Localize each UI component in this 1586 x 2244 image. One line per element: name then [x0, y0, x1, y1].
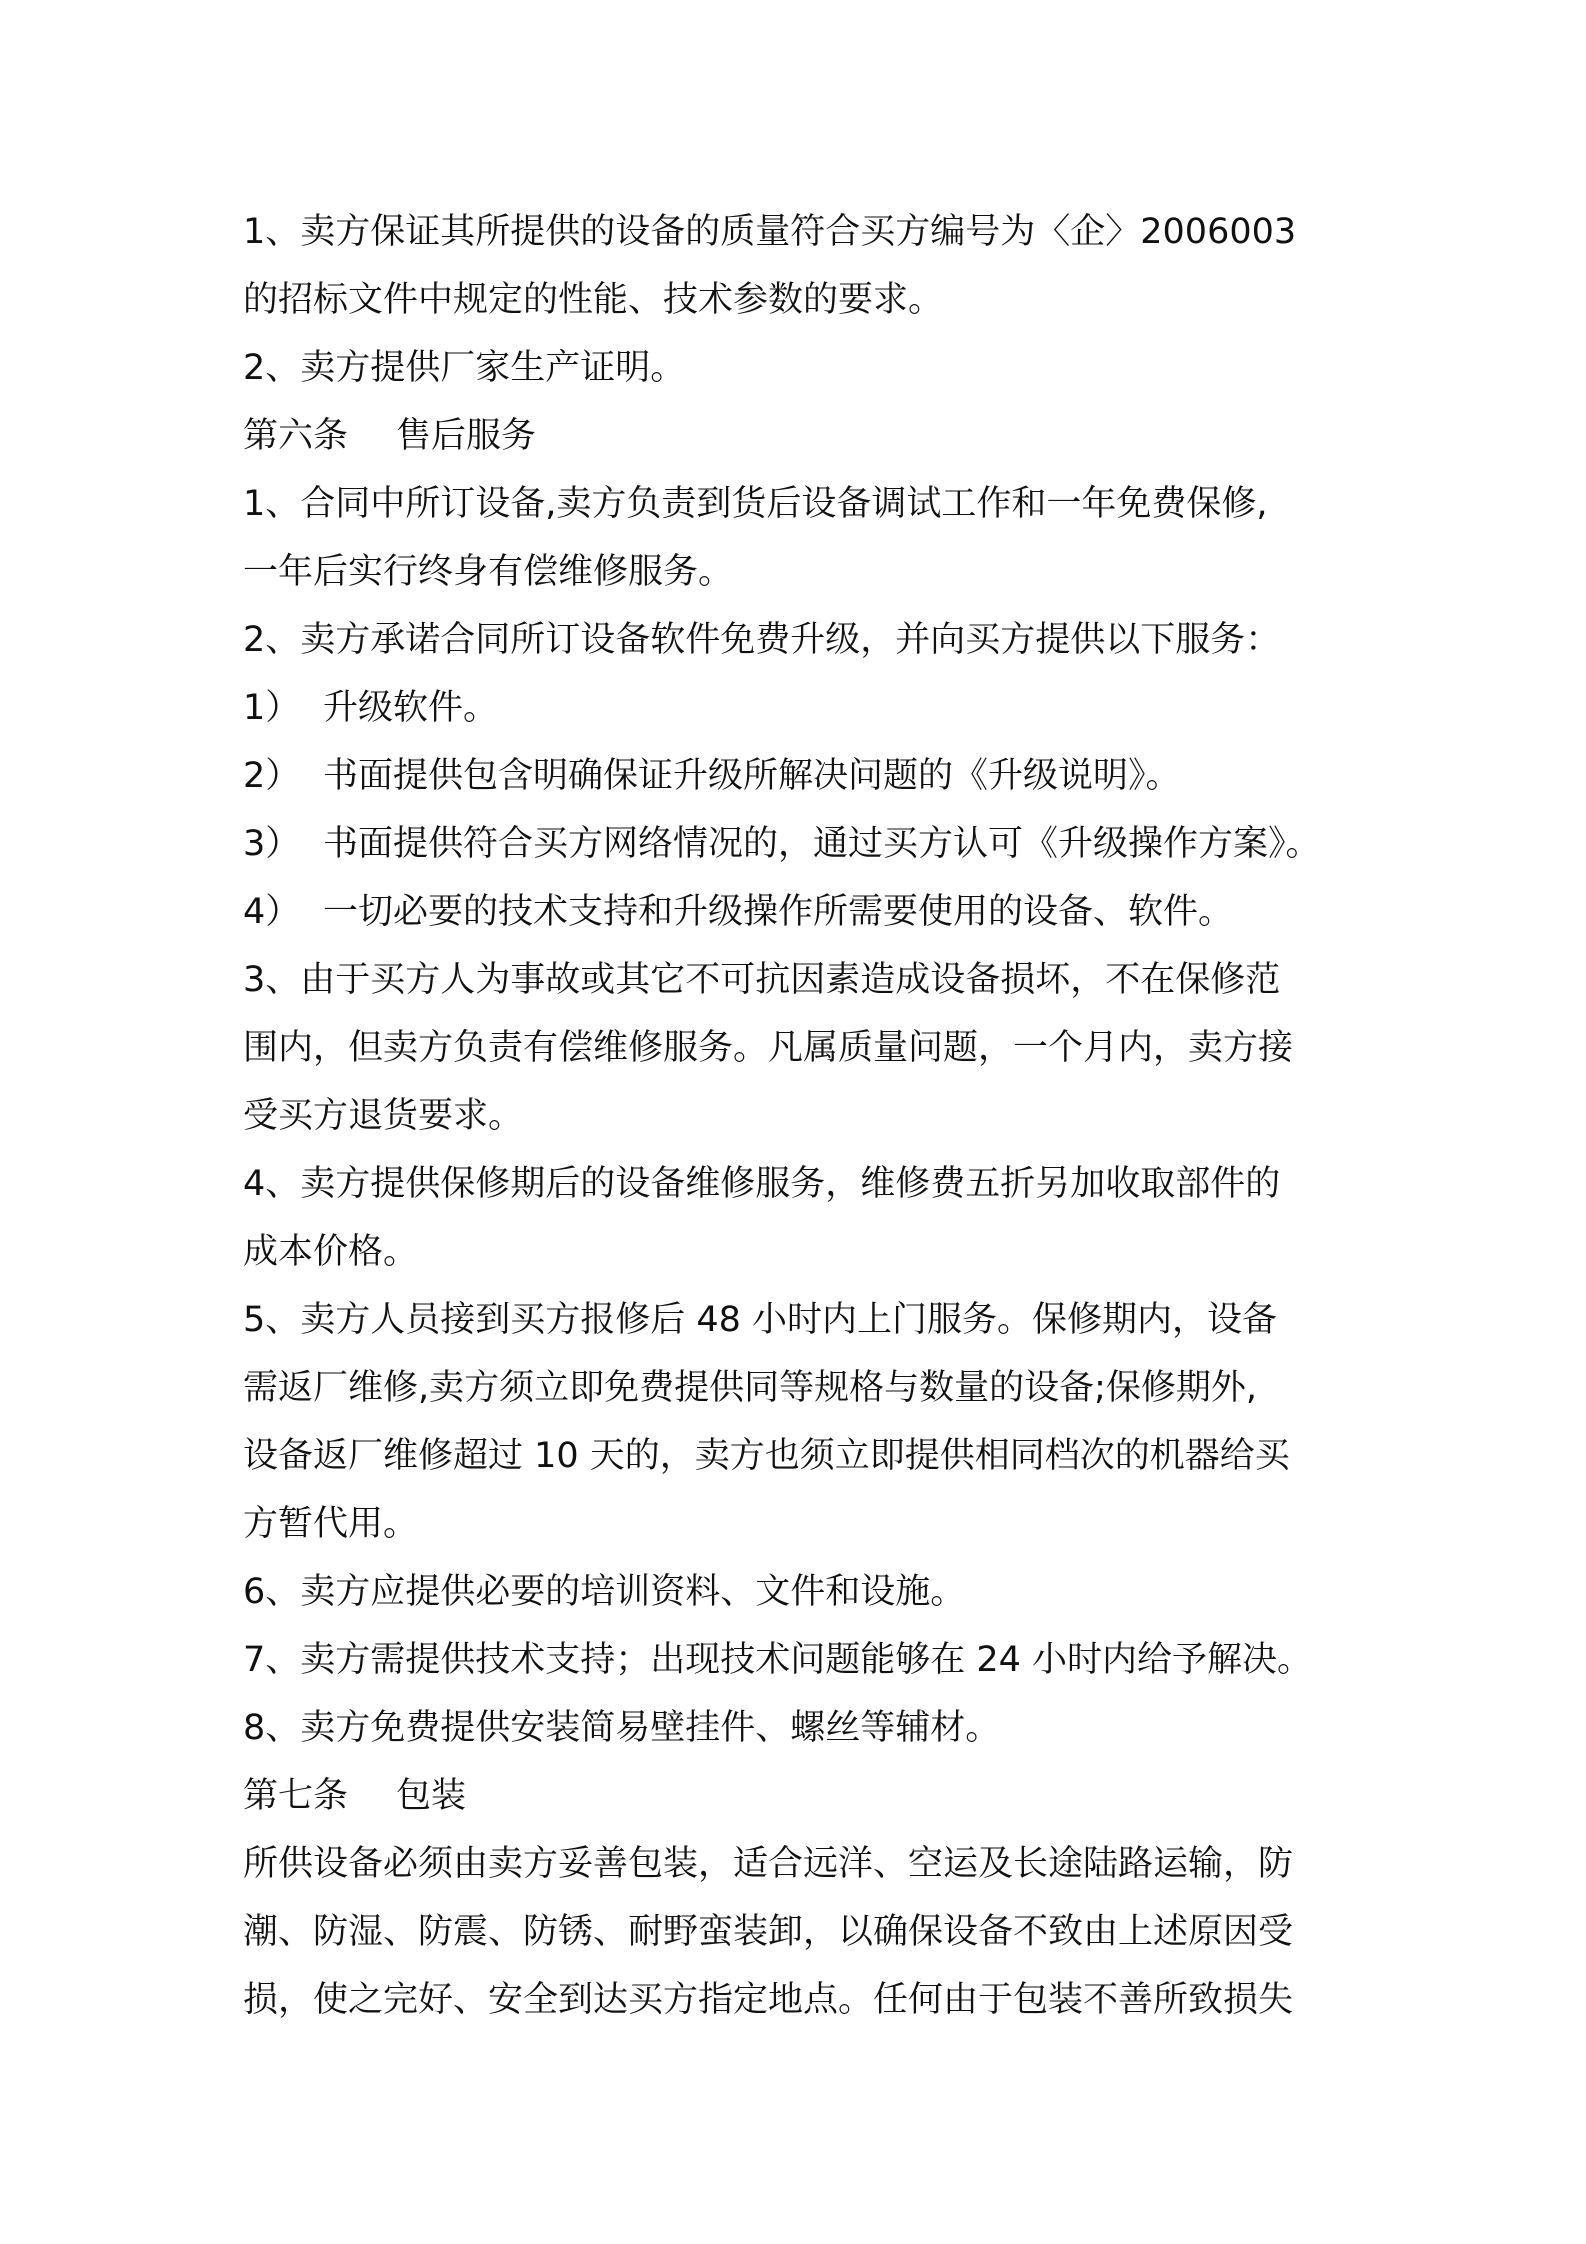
article-6-item-5-line-1: 5、卖方人员接到买方报修后 48 小时内上门服务。保修期内，设备 [243, 1300, 1278, 1340]
article-6-item-2: 2、卖方承诺合同所订设备软件免费升级，并向买方提供以下服务： [243, 620, 1281, 660]
sub-item-1-number: 1） [243, 688, 301, 728]
sub-item-3 [243, 810, 1373, 878]
clause-5-item-2: 2、卖方提供厂家生产证明。 [243, 348, 686, 388]
article-6-item-5-line-2: 需返厂维修,卖方须立即免费提供同等规格与数量的设备;保修期外, [243, 1368, 1258, 1408]
sub-item-4-text: 一切必要的技术支持和升级操作所需要使用的设备、软件。 [323, 892, 1234, 932]
sub-item-4-number: 4） [243, 892, 301, 932]
article-6-title: 售后服务 [396, 416, 537, 456]
sub-item-4 [243, 878, 1373, 946]
article-6-item-5-line-4: 方暂代用。 [243, 1504, 419, 1544]
article-7-body-line-1: 所供设备必须由卖方妥善包装，适合远洋、空运及长途陆路运输，防 [243, 1844, 1294, 1884]
article-6-item-3-line-2: 围内，但卖方负责有偿维修服务。凡属质量问题，一个月内，卖方接 [243, 1028, 1294, 1068]
sub-item-1 [243, 674, 1373, 742]
article-6-item-6: 6、卖方应提供必要的培训资料、文件和设施。 [243, 1572, 966, 1612]
article-6-heading [243, 402, 1373, 470]
document-body [243, 198, 1373, 2034]
article-6-item-5-line-3: 设备返厂维修超过 10 天的，卖方也须立即提供相同档次的机器给买 [243, 1436, 1290, 1476]
article-6-item-3-line-1: 3、由于买方人为事故或其它不可抗因素造成设备损坏，不在保修范 [243, 960, 1281, 1000]
article-6-number: 第六条 [243, 416, 349, 456]
article-6-item-8: 8、卖方免费提供安装简易壁挂件、螺丝等辅材。 [243, 1708, 1001, 1748]
article-6-item-4-line-1: 4、卖方提供保修期后的设备维修服务，维修费五折另加收取部件的 [243, 1164, 1281, 1204]
sub-item-1-text: 升级软件。 [323, 688, 499, 728]
article-7-title: 包装 [396, 1776, 467, 1816]
article-7-number: 第七条 [243, 1776, 349, 1816]
article-6-item-1-line-2: 一年后实行终身有偿维修服务。 [243, 552, 734, 592]
clause-5-item-1-line-1: 1、卖方保证其所提供的设备的质量符合买方编号为〈企〉2006003 [243, 212, 1297, 252]
article-6-item-4-line-2: 成本价格。 [243, 1232, 419, 1272]
article-6-item-3-line-3: 受买方退货要求。 [243, 1096, 524, 1136]
sub-item-2-text: 书面提供包含明确保证升级所解决问题的《升级说明》。 [323, 756, 1181, 796]
sub-item-2 [243, 742, 1373, 810]
article-7-heading [243, 1762, 1373, 1830]
sub-item-3-number: 3） [243, 824, 301, 864]
article-6-item-7: 7、卖方需提供技术支持；出现技术问题能够在 24 小时内给予解决。 [243, 1640, 1313, 1680]
sub-item-2-number: 2） [243, 756, 301, 796]
clause-5-item-1-line-2: 的招标文件中规定的性能、技术参数的要求。 [243, 280, 944, 320]
article-7-body-line-2: 潮、防湿、防震、防锈、耐野蛮装卸，以确保设备不致由上述原因受 [243, 1912, 1294, 1952]
article-6-item-1-line-1: 1、合同中所订设备,卖方负责到货后设备调试工作和一年免费保修, [243, 484, 1268, 524]
sub-item-3-text: 书面提供符合买方网络情况的，通过买方认可《升级操作方案》。 [323, 824, 1321, 864]
article-7-body-line-3: 损，使之完好、安全到达买方指定地点。任何由于包装不善所致损失 [243, 1980, 1294, 2020]
